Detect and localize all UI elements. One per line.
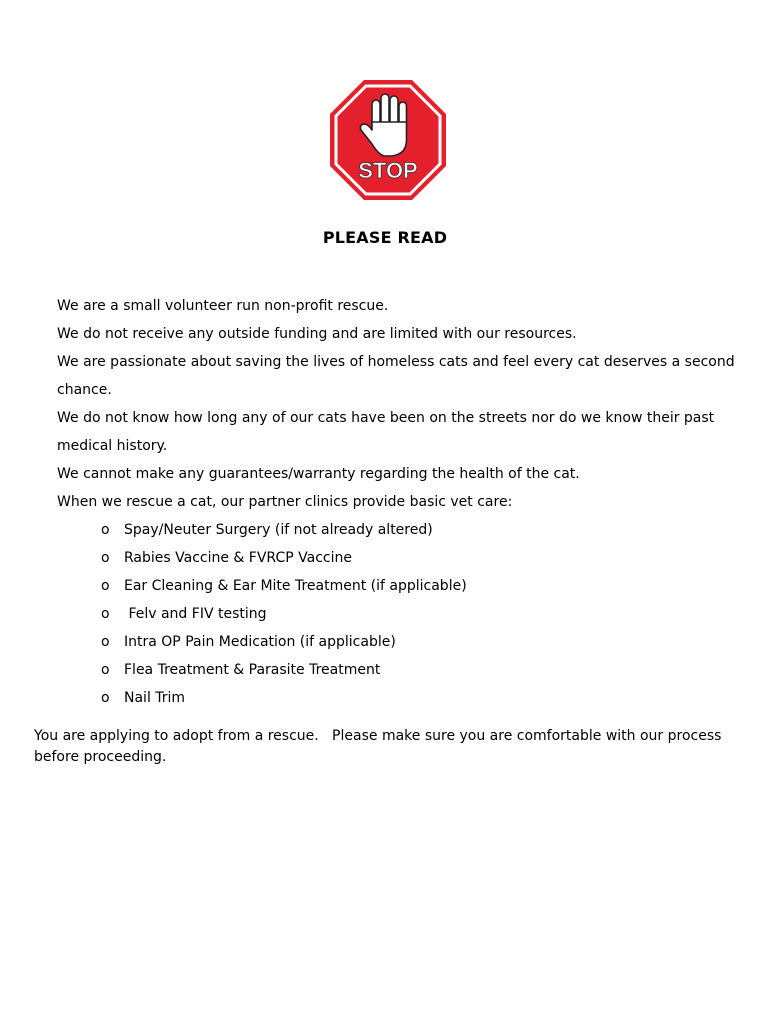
statements-list bbox=[57, 292, 747, 712]
statement-item: When we rescue a cat, our partner clinics provide basic vet care: bbox=[57, 494, 513, 510]
statement-item: We cannot make any guarantees/warranty regarding the health of the cat. bbox=[57, 466, 580, 482]
care-item-label: Ear Cleaning & Ear Mite Treatment (if applicable) bbox=[124, 578, 467, 594]
statement-item: We do not receive any outside funding and are limited with our resources. bbox=[57, 326, 577, 342]
bullet-marker: o bbox=[101, 690, 110, 706]
care-item-label: Nail Trim bbox=[124, 690, 186, 706]
care-item-label: Spay/Neuter Surgery (if not already altered) bbox=[124, 522, 433, 538]
statement-item: We are a small volunteer run non-profit rescue. bbox=[57, 298, 389, 314]
care-list-item bbox=[57, 684, 747, 712]
care-item-label: Intra OP Pain Medication (if applicable) bbox=[124, 634, 396, 650]
stop-sign-icon bbox=[328, 78, 448, 202]
care-item-label: Rabies Vaccine & FVRCP Vaccine bbox=[124, 550, 352, 566]
bullet-marker: o bbox=[101, 550, 110, 566]
stop-sign-text: STOP bbox=[358, 158, 418, 183]
bullet-marker: o bbox=[101, 634, 110, 650]
vet-care-list bbox=[57, 516, 747, 712]
bullet-marker: o bbox=[101, 606, 110, 622]
bullet-marker: o bbox=[101, 522, 110, 538]
care-list-item bbox=[57, 572, 747, 600]
statement-item: We are passionate about saving the lives of homeless cats and feel every cat deserves a second chance. bbox=[57, 354, 735, 398]
care-list-item bbox=[57, 628, 747, 656]
care-list-item bbox=[57, 656, 747, 684]
care-item-label: Felv and FIV testing bbox=[124, 606, 267, 622]
care-item-label: Flea Treatment & Parasite Treatment bbox=[124, 662, 381, 678]
care-list-item bbox=[57, 544, 747, 572]
care-list-item bbox=[57, 600, 747, 628]
bullet-marker: o bbox=[101, 662, 110, 678]
care-list-container bbox=[57, 516, 747, 712]
page-title: PLEASE READ bbox=[322, 228, 448, 247]
statement-item: We do not know how long any of our cats have been on the streets nor do we know their past medical history. bbox=[57, 410, 715, 454]
bullet-marker: o bbox=[101, 578, 110, 594]
closing-paragraph: You are applying to adopt from a rescue. Please make sure you are comfortable with our process before proceeding. bbox=[34, 728, 726, 765]
care-list-item bbox=[57, 516, 747, 544]
